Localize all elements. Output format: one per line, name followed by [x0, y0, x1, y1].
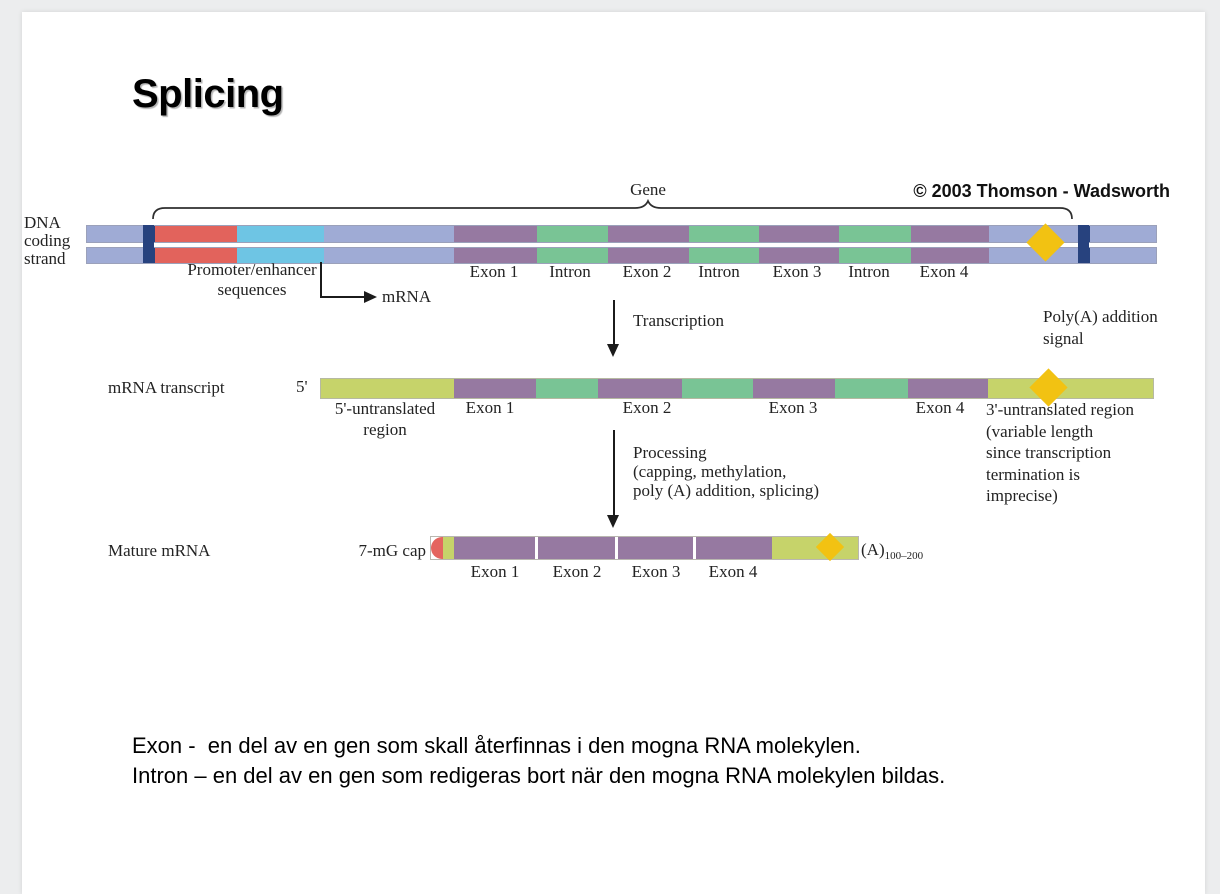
transcript-row-label: mRNA transcript: [108, 378, 225, 397]
dna-exon3-label: Exon 3: [772, 262, 822, 281]
definitions-text: [132, 731, 945, 791]
segment-cap-leader: [443, 537, 454, 559]
segment-exon-1: [454, 226, 537, 242]
processing-arrow-line: [613, 430, 615, 516]
segment-exon-4: [911, 226, 989, 242]
segment-downstream-region: [1090, 226, 1156, 242]
segment-intron-2: [689, 248, 759, 263]
cap-label: 7-mG cap: [358, 541, 426, 560]
gene-start-boundary: [143, 225, 154, 263]
transcription-arrow-line: [613, 300, 615, 345]
segment-polya-region: [772, 537, 858, 559]
segment-exon-3: [759, 248, 839, 263]
promoter-label: Promoter/enhancer sequences: [187, 260, 317, 299]
segment-exon-1: [454, 379, 536, 398]
dna-exon2-label: Exon 2: [622, 262, 672, 281]
mature-exon2-label: Exon 2: [552, 562, 602, 581]
segment-exon-4: [911, 248, 989, 263]
mature-exon4-label: Exon 4: [708, 562, 758, 581]
segment-intron-3: [839, 248, 911, 263]
mature-exon1-label: Exon 1: [470, 562, 520, 581]
segment-exon-1: [454, 537, 535, 559]
segment-intron-1: [537, 226, 608, 242]
segment-promoter-proximal: [237, 226, 324, 242]
slide-title: Splicing: [132, 72, 284, 116]
transcript-exon4-label: Exon 4: [915, 398, 965, 417]
segment-exon-3: [759, 226, 839, 242]
mrna-arrow-label: mRNA: [382, 287, 432, 306]
dna-track: [86, 225, 1157, 264]
segment-7mg-cap: [431, 537, 443, 559]
mature-row-label: Mature mRNA: [108, 541, 211, 560]
segment-downstream-region: [1090, 248, 1156, 263]
segment-intron-1: [536, 379, 598, 398]
dna-intron3-label: Intron: [848, 262, 890, 281]
segment-intron-2: [689, 226, 759, 242]
mrna-arrow-vertical: [320, 262, 322, 298]
dna-intron1-label: Intron: [549, 262, 591, 281]
dna-strand-top: [86, 225, 1157, 243]
segment-exon-3: [753, 379, 835, 398]
segment-exon-2: [598, 379, 682, 398]
exon-definition: Exon - en del av en gen som skall återfinnas i den mogna RNA molekylen.: [132, 733, 861, 758]
segment-exon-3: [618, 537, 693, 559]
processing-label: Processing (capping, methylation, poly (A) addition, splicing): [633, 443, 820, 500]
transcription-label: Transcription: [633, 311, 724, 330]
mature-mrna-track: [430, 536, 859, 560]
segment-intron-3: [839, 226, 911, 242]
transcript-exon1-label: Exon 1: [465, 398, 515, 417]
segment-exon-2: [608, 226, 689, 242]
utr3-label: 3'-untranslated region (variable length since transcription termination is imprecise): [986, 400, 1134, 505]
dna-exon4-label: Exon 4: [919, 262, 969, 281]
dna-strand-label: DNA coding strand: [24, 213, 71, 268]
segment-exon-4: [908, 379, 988, 398]
segment-promoter-enhancer: [155, 226, 237, 242]
dna-exon1-label: Exon 1: [469, 262, 519, 281]
segment-utr3: [988, 379, 1153, 398]
segment-leader-region: [324, 226, 454, 242]
segment-exon-1: [454, 248, 537, 263]
gene-end-boundary: [1078, 225, 1089, 263]
transcript-exon2-label: Exon 2: [622, 398, 672, 417]
segment-intron-1: [537, 248, 608, 263]
polya-signal-label: Poly(A) addition signal: [1043, 307, 1158, 348]
processing-arrowhead-icon: [607, 515, 619, 528]
intron-definition: Intron – en del av en gen som redigeras bort när den mogna RNA molekylen bildas.: [132, 763, 946, 788]
transcript-track: [320, 378, 1154, 399]
gene-label: Gene: [630, 180, 666, 199]
transcript-exon3-label: Exon 3: [768, 398, 818, 417]
mrna-arrowhead-icon: [364, 291, 377, 303]
mrna-arrow-horizontal: [320, 296, 365, 298]
segment-intron-2: [682, 379, 753, 398]
polya-tail-label: $(A)_{100-200}$: [861, 540, 924, 562]
transcription-arrowhead-icon: [607, 344, 619, 357]
mature-exon3-label: Exon 3: [631, 562, 681, 581]
segment-exon-2: [538, 537, 615, 559]
five-prime-label: 5': [296, 377, 308, 396]
segment-upstream-region: [87, 226, 144, 242]
dna-intron2-label: Intron: [698, 262, 740, 281]
segment-upstream-region: [87, 248, 144, 263]
segment-intron-3: [835, 379, 908, 398]
polya-tail-subscript: 100–200: [884, 550, 924, 562]
segment-leader-region: [324, 248, 454, 263]
utr5-label: 5'-untranslated region: [334, 399, 436, 439]
segment-exon-2: [608, 248, 689, 263]
segment-exon-4: [696, 537, 772, 559]
segment-utr5: [321, 379, 454, 398]
copyright-text: © 2003 Thomson - Wadsworth: [913, 181, 1170, 201]
